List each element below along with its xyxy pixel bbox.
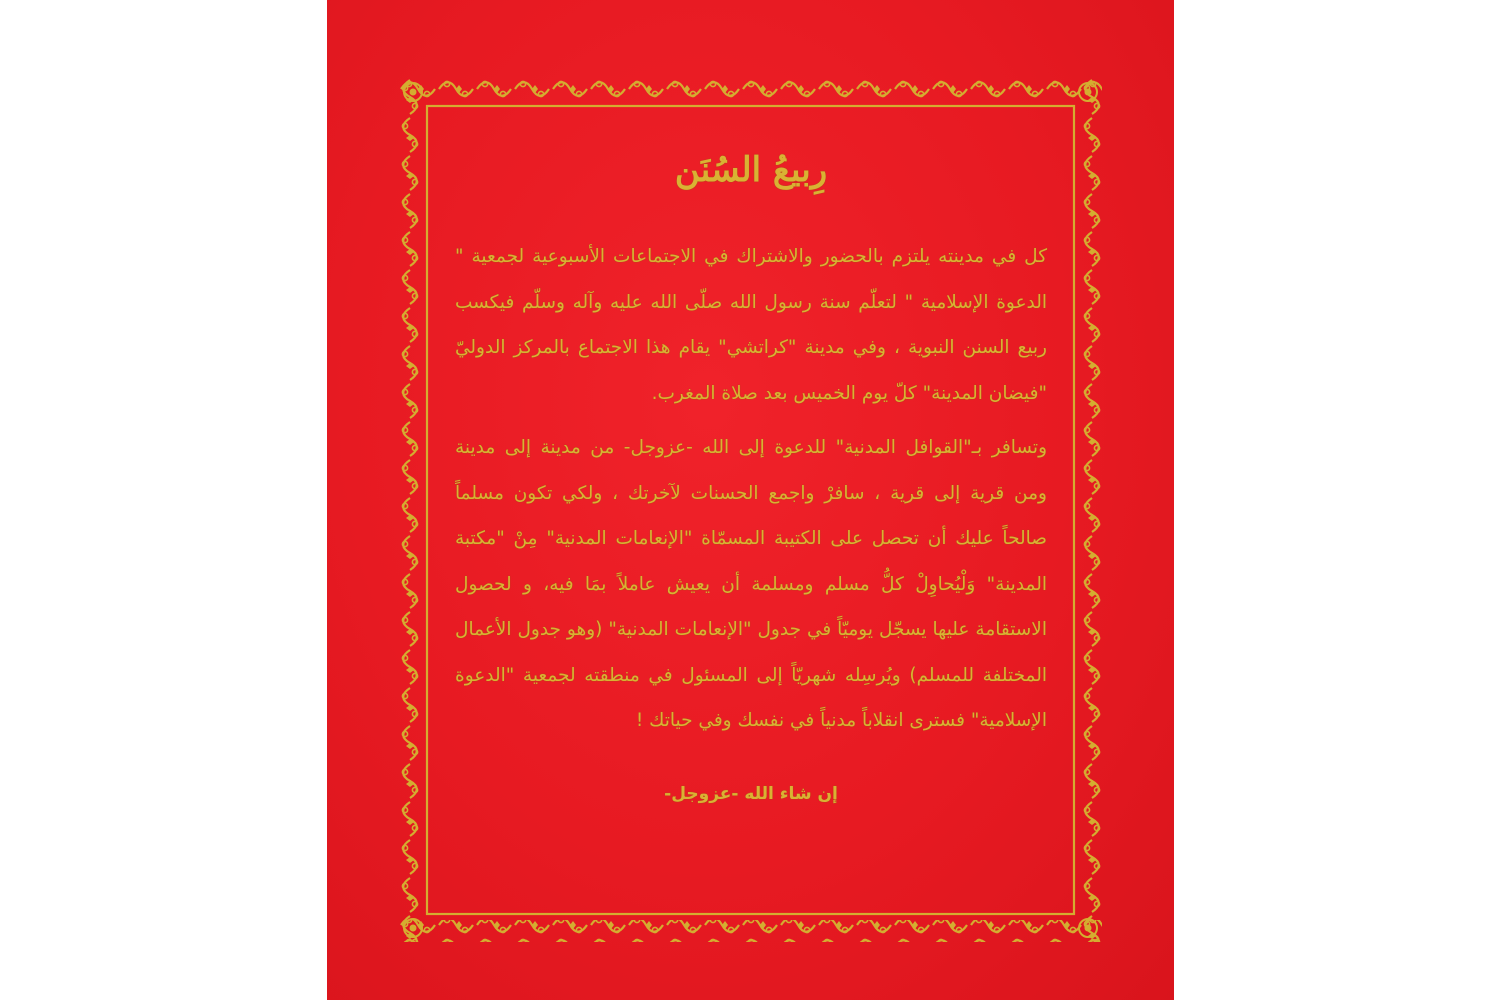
cover-title: رِبيعُ السُنَن <box>674 150 828 190</box>
paragraph-2: وتسافر بـ"القوافل المدنية" للدعوة إلى الله -عزوجل- من مدينة إلى مدينة ومن قرية إلى قرية ، سافرْ واجمع الحسنات لآخرتك ، ولكي تكون مسلماً صالحاً عليك أن تحصل على الكتيبة المسمّاة "الإنعامات المدنية" مِنْ "مكتبة المدينة" وَلْيُحاوِلْ كلُّ مسلم ومسلمة أن يعيش عاملاً بمَا فيه، و لحصول الاستقامة عليها يسجّل يوميّاً في جدول "الإنعامات المدنية" (وهو جدول الأعمال المختلفة للمسلم) ويُرسِله شهريّاً إلى المسئول في منطقته لجمعية "الدعوة الإسلامية" فسترى انقلاباً مدنياً في نفسك وفي حياتك ! <box>455 437 1047 731</box>
closing-line: إن شاء الله -عزوجل- <box>664 783 838 804</box>
paragraph-1: كل في مدينته يلتزم بالحضور والاشتراك في الاجتماعات الأسبوعية لجمعية " الدعوة الإسلامية " لتعلّم سنة رسول الله صلّى الله عليه وآله وسلّم فيكسب ربيع السنن النبوية ، وفي مدينة "كراتشي" يقام هذا الاجتماع بالمركز الدوليّ "فيضان المدينة" كلّ يوم الخميس بعد صلاة المغرب. <box>455 246 1047 404</box>
cover-text <box>455 140 1047 804</box>
